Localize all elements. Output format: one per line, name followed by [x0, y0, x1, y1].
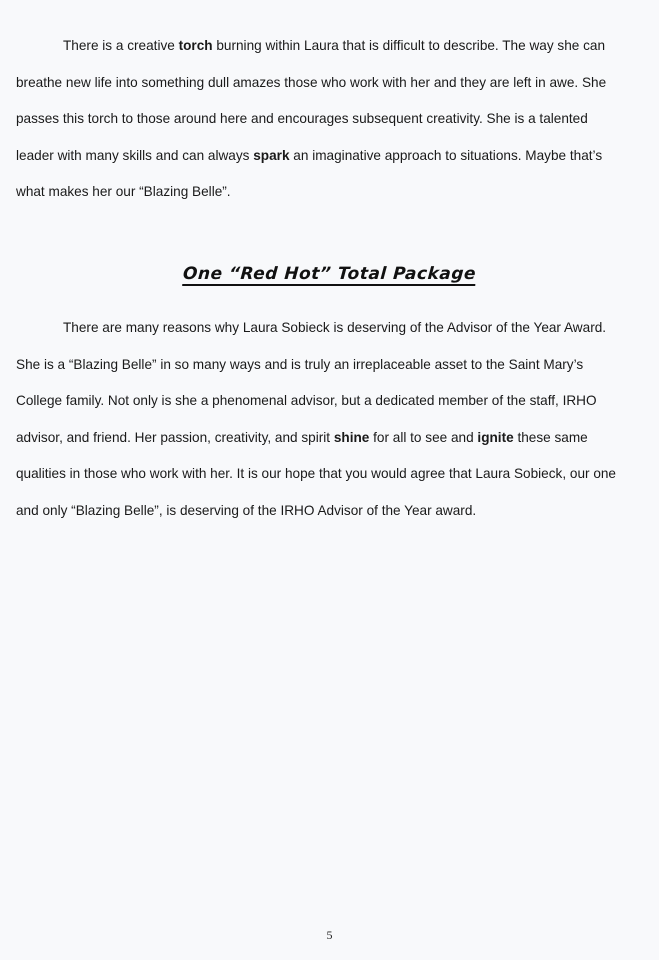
paragraph-text: burning within Laura that is difficult to describe. The way she can breathe new life into something dull amazes those who work with her and they are left in awe. She passes this torch to those around here and encourages subsequent creativity. She is a talented leader with many skills and can always	[16, 38, 607, 163]
bold-word-spark: spark	[253, 147, 290, 163]
paragraph-text: There is a creative	[63, 38, 179, 53]
paragraph-text: these same qualities in those who work with her. It is our hope that you would agree that Laura Sobieck, our one and only “Blazing Belle”, is deserving of the IRHO Advisor of the Year award.	[16, 429, 616, 518]
page-number: 5	[326, 928, 333, 942]
bold-word-torch: torch	[178, 38, 213, 53]
bold-word-shine: shine	[333, 429, 370, 445]
section-heading-text: One “Red Hot” Total Package	[182, 264, 477, 284]
paragraph-text: There are many reasons why Laura Sobieck is deserving of the Advisor of the Year Award. She is a “Blazing Belle” in so many ways and is truly an irreplaceable asset to the Saint Mary’s College family. Not only is she a phenomenal advisor, but a dedicated member of the staff, IRHO advisor, and friend. Her passion, creativity, and spirit	[16, 320, 607, 445]
body-paragraph-torch	[16, 28, 628, 211]
section-heading	[0, 258, 659, 286]
paragraph-text: an imaginative approach to situations. Maybe that’s what makes her our “Blazing Belle”.	[16, 147, 603, 199]
paragraph-text: for all to see and	[369, 429, 478, 445]
bold-word-ignite: ignite	[477, 429, 514, 445]
body-paragraph-advisor	[16, 310, 628, 529]
